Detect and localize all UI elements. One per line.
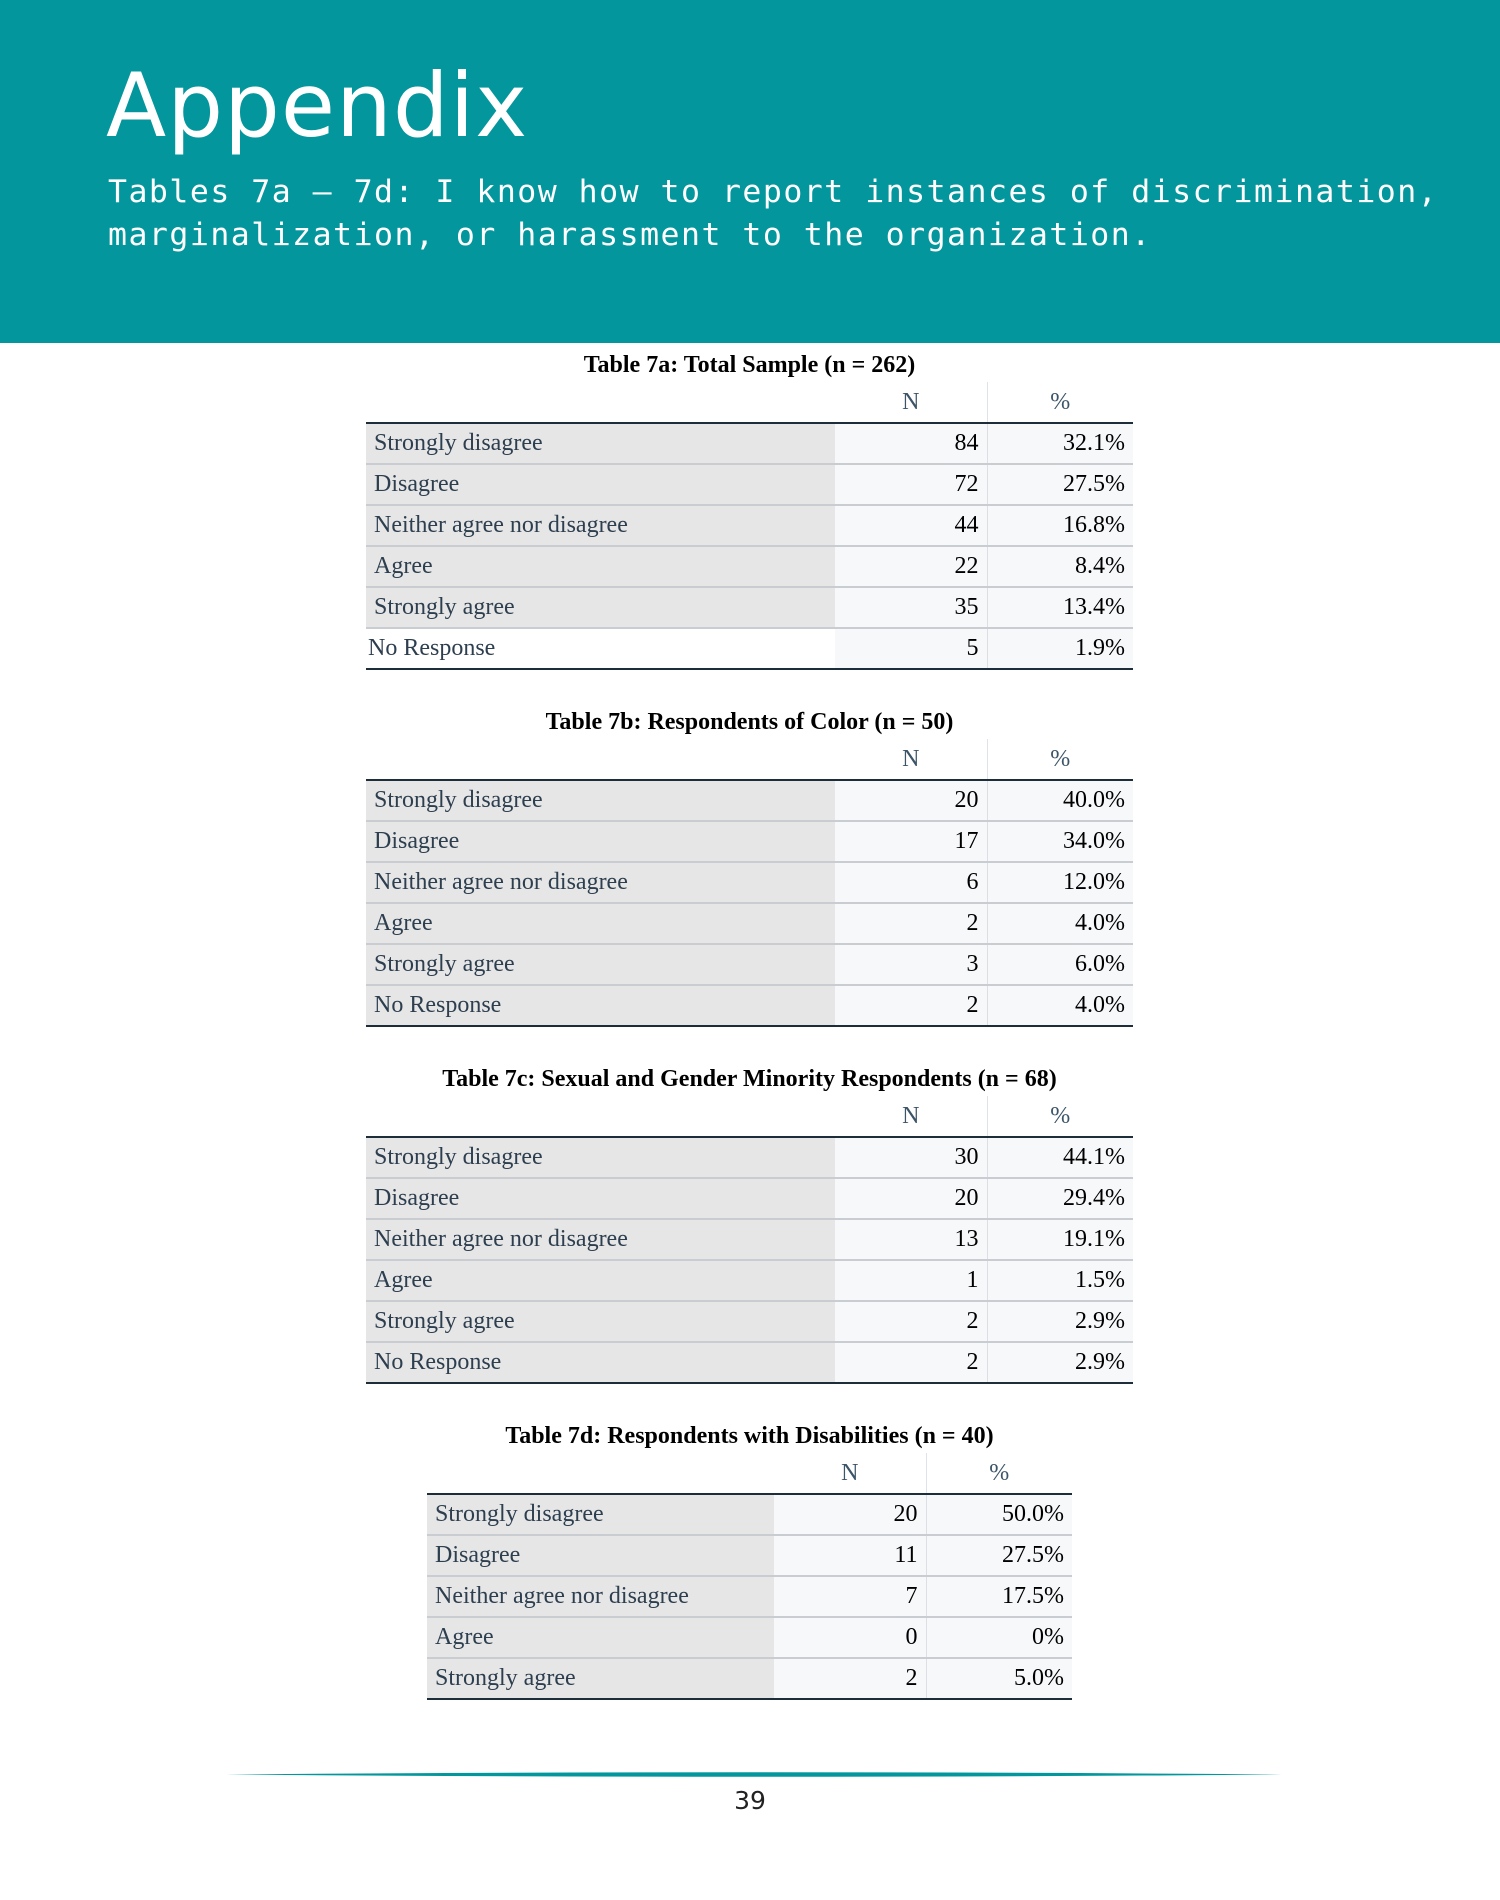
row-pct: 13.4% xyxy=(987,587,1133,628)
row-label: Neither agree nor disagree xyxy=(427,1576,774,1617)
row-pct: 44.1% xyxy=(987,1137,1133,1178)
table-caption: Table 7d: Respondents with Disabilities (n = 40) xyxy=(505,1423,994,1449)
header-n: N xyxy=(835,1096,987,1137)
header-empty xyxy=(427,1453,774,1494)
footer-divider xyxy=(226,1771,1282,1779)
header-banner xyxy=(0,0,1500,343)
row-n: 17 xyxy=(835,821,987,862)
table-row xyxy=(366,423,1133,464)
row-label: Strongly disagree xyxy=(427,1494,774,1535)
row-label: Disagree xyxy=(366,821,835,862)
table-row xyxy=(366,464,1133,505)
table-row xyxy=(366,1342,1133,1383)
row-n: 1 xyxy=(835,1260,987,1301)
row-label: Strongly agree xyxy=(366,587,835,628)
page-title: Appendix xyxy=(106,54,529,157)
row-pct: 4.0% xyxy=(987,985,1133,1026)
row-n: 13 xyxy=(835,1219,987,1260)
row-pct: 40.0% xyxy=(987,780,1133,821)
row-label: Agree xyxy=(366,546,835,587)
row-label: No Response xyxy=(366,985,835,1026)
row-pct: 0% xyxy=(926,1617,1072,1658)
footer-divider-shape xyxy=(226,1772,1282,1777)
row-n: 2 xyxy=(835,1301,987,1342)
row-label: No Response xyxy=(366,1342,835,1383)
row-pct: 8.4% xyxy=(987,546,1133,587)
header-n: N xyxy=(835,382,987,423)
table-row xyxy=(366,505,1133,546)
row-n: 84 xyxy=(835,423,987,464)
row-pct: 16.8% xyxy=(987,505,1133,546)
table-caption: Table 7b: Respondents of Color (n = 50) xyxy=(545,709,954,735)
header-empty xyxy=(366,382,835,423)
row-label: Disagree xyxy=(427,1535,774,1576)
table-7d xyxy=(427,1453,1072,1700)
table-row xyxy=(366,944,1133,985)
header-n: N xyxy=(774,1453,926,1494)
header-empty xyxy=(366,739,835,780)
table-row xyxy=(366,821,1133,862)
table-row xyxy=(366,780,1133,821)
table-row xyxy=(427,1617,1072,1658)
row-label: Agree xyxy=(366,903,835,944)
row-pct: 27.5% xyxy=(987,464,1133,505)
row-label: Strongly disagree xyxy=(366,423,835,464)
subtitle-line-1: Tables 7a – 7d: I know how to report instances of discrimination, xyxy=(108,174,1439,210)
row-pct: 17.5% xyxy=(926,1576,1072,1617)
table-row xyxy=(427,1494,1072,1535)
table-row xyxy=(366,1178,1133,1219)
row-pct: 4.0% xyxy=(987,903,1133,944)
row-pct: 2.9% xyxy=(987,1301,1133,1342)
table-7a xyxy=(366,382,1133,670)
table-header-row xyxy=(366,382,1133,423)
header-pct: % xyxy=(987,1096,1133,1137)
row-n: 22 xyxy=(835,546,987,587)
row-n: 20 xyxy=(774,1494,926,1535)
table-row xyxy=(427,1535,1072,1576)
row-label: Neither agree nor disagree xyxy=(366,862,835,903)
row-label: No Response xyxy=(366,628,835,669)
row-pct: 19.1% xyxy=(987,1219,1133,1260)
row-n: 2 xyxy=(774,1658,926,1699)
row-label: Strongly agree xyxy=(366,1301,835,1342)
row-n: 35 xyxy=(835,587,987,628)
row-n: 30 xyxy=(835,1137,987,1178)
table-header-row xyxy=(366,1096,1133,1137)
subtitle-line-2: marginalization, or harassment to the organization. xyxy=(108,217,1152,253)
table-row xyxy=(427,1576,1072,1617)
row-pct: 12.0% xyxy=(987,862,1133,903)
page-number: 39 xyxy=(734,1786,766,1815)
row-label: Agree xyxy=(427,1617,774,1658)
row-label: Neither agree nor disagree xyxy=(366,505,835,546)
table-row xyxy=(366,862,1133,903)
row-n: 20 xyxy=(835,780,987,821)
row-label: Disagree xyxy=(366,1178,835,1219)
row-label: Strongly agree xyxy=(427,1658,774,1699)
table-7b xyxy=(366,739,1133,1027)
table-row xyxy=(366,903,1133,944)
table-row xyxy=(366,1301,1133,1342)
row-label: Agree xyxy=(366,1260,835,1301)
table-row xyxy=(366,628,1133,669)
header-pct: % xyxy=(926,1453,1072,1494)
row-n: 2 xyxy=(835,1342,987,1383)
row-label: Strongly agree xyxy=(366,944,835,985)
row-n: 44 xyxy=(835,505,987,546)
row-pct: 32.1% xyxy=(987,423,1133,464)
row-label: Strongly disagree xyxy=(366,1137,835,1178)
row-n: 72 xyxy=(835,464,987,505)
row-pct: 1.9% xyxy=(987,628,1133,669)
row-n: 7 xyxy=(774,1576,926,1617)
row-n: 0 xyxy=(774,1617,926,1658)
row-pct: 2.9% xyxy=(987,1342,1133,1383)
table-header-row xyxy=(366,739,1133,780)
table-row xyxy=(366,1219,1133,1260)
row-label: Disagree xyxy=(366,464,835,505)
header-pct: % xyxy=(987,382,1133,423)
row-n: 2 xyxy=(835,903,987,944)
row-pct: 5.0% xyxy=(926,1658,1072,1699)
row-label: Strongly disagree xyxy=(366,780,835,821)
row-n: 11 xyxy=(774,1535,926,1576)
header-empty xyxy=(366,1096,835,1137)
table-header-row xyxy=(427,1453,1072,1494)
table-caption: Table 7c: Sexual and Gender Minority Respondents (n = 68) xyxy=(442,1066,1057,1092)
table-row xyxy=(427,1658,1072,1699)
row-label: Neither agree nor disagree xyxy=(366,1219,835,1260)
header-n: N xyxy=(835,739,987,780)
table-row xyxy=(366,1260,1133,1301)
row-n: 3 xyxy=(835,944,987,985)
table-row xyxy=(366,1137,1133,1178)
row-n: 6 xyxy=(835,862,987,903)
row-n: 2 xyxy=(835,985,987,1026)
table-7c xyxy=(366,1096,1133,1384)
row-pct: 29.4% xyxy=(987,1178,1133,1219)
table-row xyxy=(366,985,1133,1026)
table-row xyxy=(366,546,1133,587)
page-subtitle xyxy=(108,171,1468,257)
row-pct: 6.0% xyxy=(987,944,1133,985)
row-n: 5 xyxy=(835,628,987,669)
row-pct: 50.0% xyxy=(926,1494,1072,1535)
table-caption: Table 7a: Total Sample (n = 262) xyxy=(583,352,916,378)
row-n: 20 xyxy=(835,1178,987,1219)
row-pct: 34.0% xyxy=(987,821,1133,862)
header-pct: % xyxy=(987,739,1133,780)
table-row xyxy=(366,587,1133,628)
row-pct: 27.5% xyxy=(926,1535,1072,1576)
row-pct: 1.5% xyxy=(987,1260,1133,1301)
